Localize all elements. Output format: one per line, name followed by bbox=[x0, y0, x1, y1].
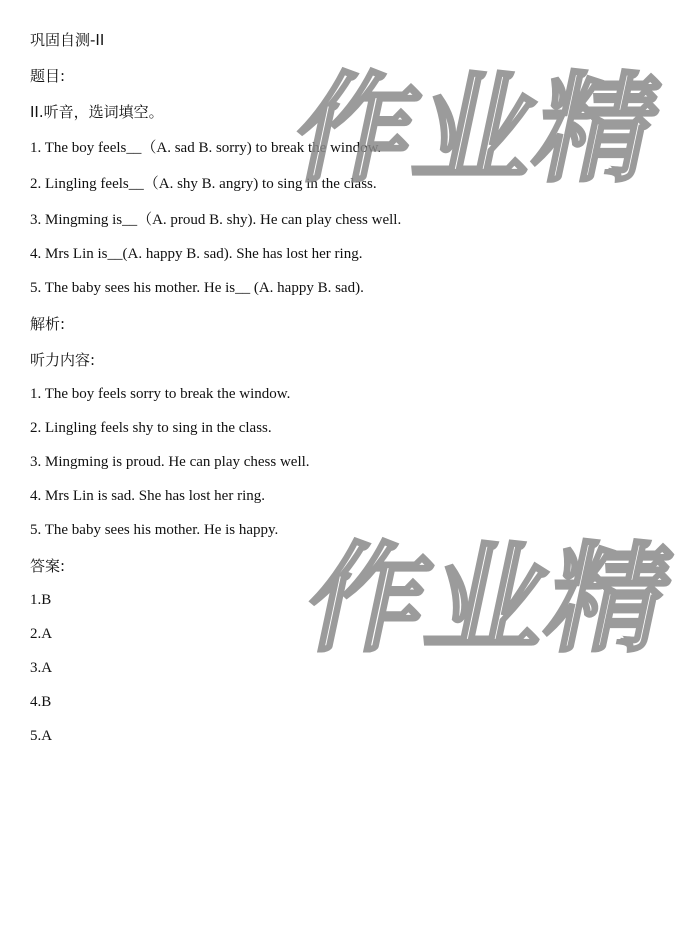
question-3: 3. Mingming is__（A. proud B. shy). He can play chess well. bbox=[30, 212, 402, 228]
transcript-1: 1. The boy feels sorry to break the window. bbox=[30, 386, 291, 402]
analysis-heading: 解析: bbox=[30, 315, 66, 333]
watermark-top: 作业精 bbox=[283, 60, 673, 198]
question-1: 1. The boy feels__（A. sad B. sorry) to break the window. bbox=[30, 140, 382, 156]
transcript-4: 4. Mrs Lin is sad. She has lost her ring. bbox=[30, 488, 265, 504]
exercise-instruction: II.听音，选词填空。 bbox=[30, 103, 164, 121]
question-heading: 题目: bbox=[30, 67, 66, 85]
question-4: 4. Mrs Lin is__(A. happy B. sad). She has lost her ring. bbox=[30, 246, 363, 262]
answer-4: 4.B bbox=[30, 694, 52, 710]
section-title: 巩固自测-II bbox=[30, 31, 105, 49]
question-2: 2. Lingling feels__（A. shy B. angry) to sing in the class. bbox=[30, 176, 377, 192]
question-5: 5. The baby sees his mother. He is__ (A. happy B. sad). bbox=[30, 280, 364, 296]
transcript-5: 5. The baby sees his mother. He is happy. bbox=[30, 522, 279, 538]
transcript-2: 2. Lingling feels shy to sing in the class. bbox=[30, 420, 272, 436]
answer-2: 2.A bbox=[30, 626, 53, 642]
watermark-bottom: 作业精 bbox=[295, 530, 685, 668]
answer-3: 3.A bbox=[30, 660, 53, 676]
transcript-3: 3. Mingming is proud. He can play chess well. bbox=[30, 454, 310, 470]
answer-heading: 答案: bbox=[30, 557, 66, 575]
listening-heading: 听力内容: bbox=[30, 351, 96, 369]
answer-1: 1.B bbox=[30, 592, 52, 608]
answer-5: 5.A bbox=[30, 728, 53, 744]
